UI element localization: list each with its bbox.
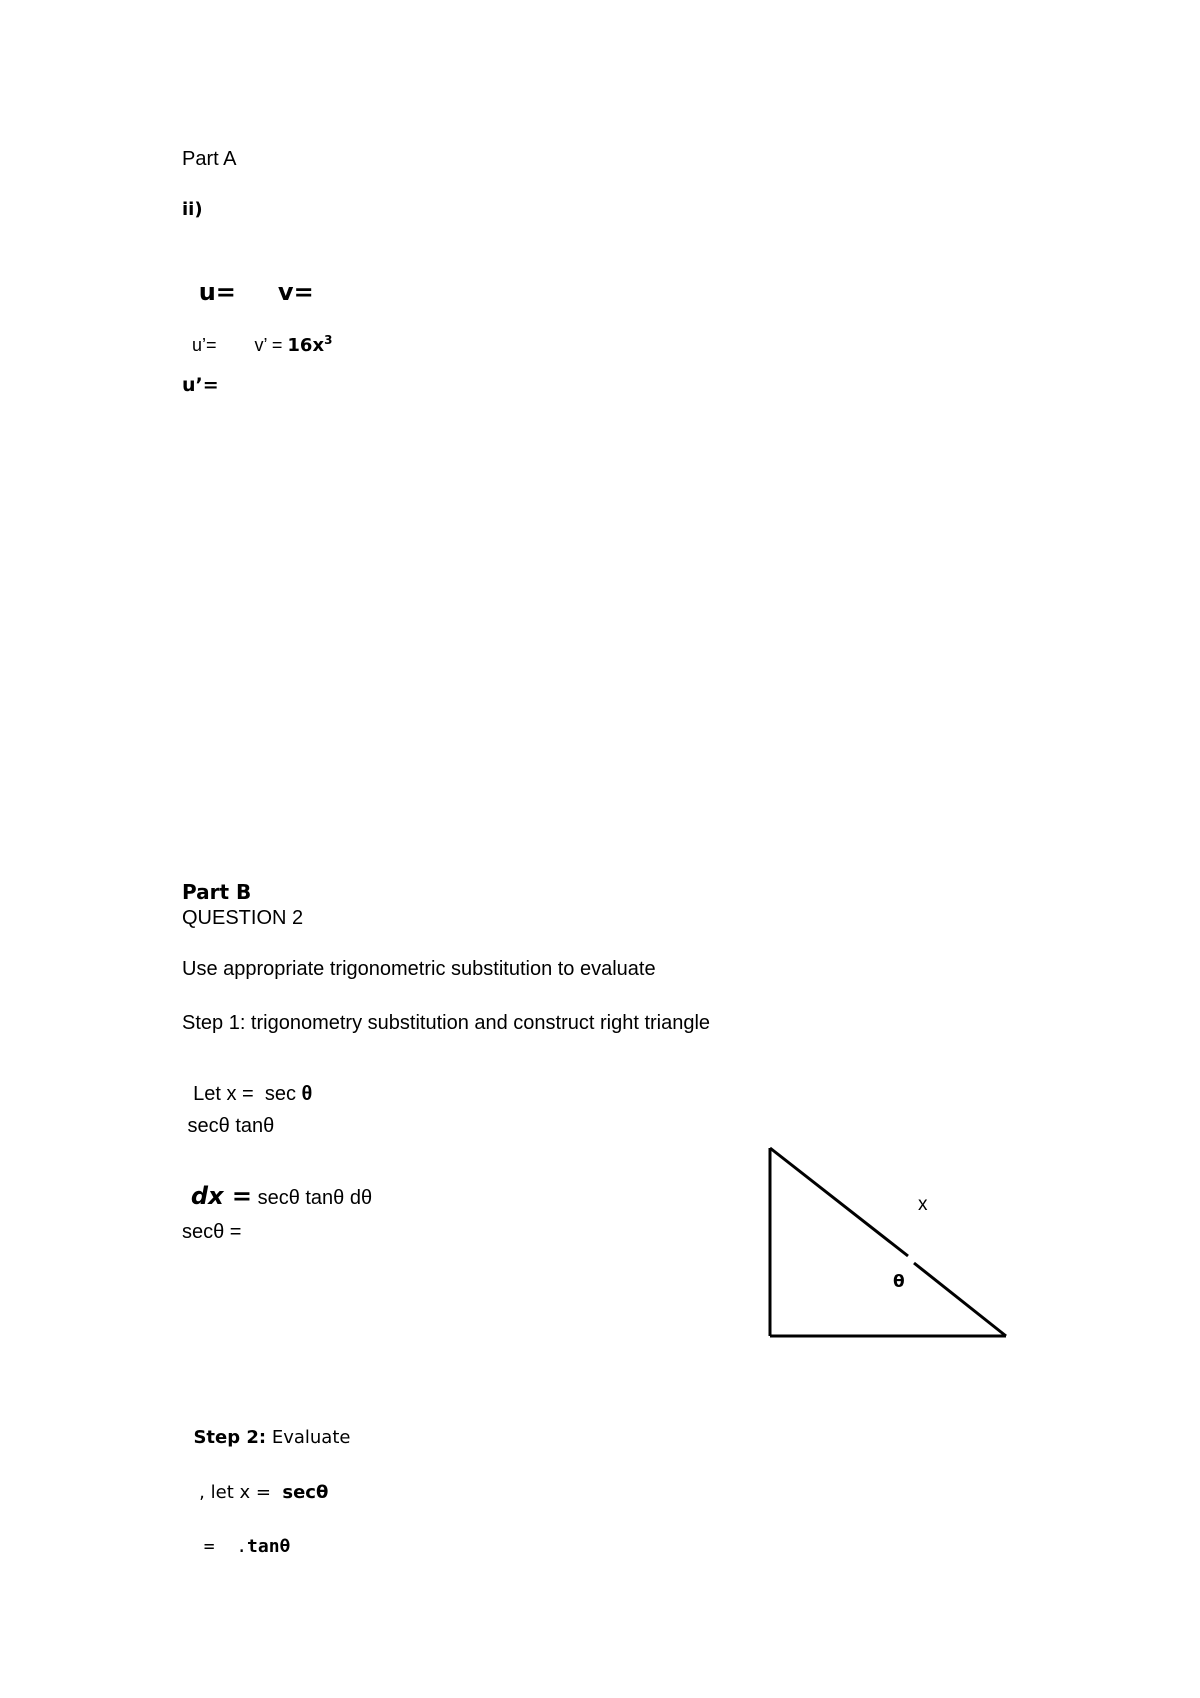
part-a-subpart: ii) bbox=[182, 199, 203, 220]
let-x-sec-prefix: , let x = bbox=[193, 1482, 283, 1503]
v-prime-value: 16x bbox=[287, 335, 325, 356]
dx-value: secθ tanθ dθ bbox=[252, 1187, 373, 1209]
let-x-prefix: Let x = sec bbox=[193, 1083, 302, 1105]
angle-theta-label: θ bbox=[893, 1272, 905, 1292]
v-label: v= bbox=[277, 278, 314, 306]
question-label: QUESTION 2 bbox=[182, 907, 304, 929]
step1-text: Step 1: trigonometry substitution and construct right triangle bbox=[182, 1012, 711, 1034]
u-prime-line-2: u’= bbox=[182, 374, 219, 396]
dx-label: dx = bbox=[190, 1182, 253, 1210]
v-prime-exponent: 3 bbox=[324, 333, 333, 347]
step2-label: Step 2: bbox=[193, 1427, 267, 1448]
equals-prefix: = . bbox=[203, 1536, 248, 1557]
equals-tan-value: tanθ bbox=[247, 1536, 291, 1557]
part-a-heading: Part A bbox=[182, 148, 237, 170]
triangle-hypotenuse-upper bbox=[770, 1148, 908, 1256]
sec-tan-line: secθ tanθ bbox=[182, 1115, 275, 1137]
theta-symbol: θ bbox=[301, 1083, 313, 1105]
v-prime-label: v’ = bbox=[254, 335, 288, 355]
u-prime-label: u’= bbox=[192, 335, 217, 355]
step2-text: Evaluate bbox=[266, 1427, 351, 1448]
instruction-text: Use appropriate trigonometric substitution to evaluate bbox=[182, 958, 656, 980]
part-b-heading: Part B bbox=[182, 880, 252, 904]
sec-theta-equals: secθ = bbox=[182, 1221, 242, 1243]
let-x-sec-value: secθ bbox=[282, 1482, 329, 1503]
triangle-hypotenuse-lower bbox=[914, 1263, 1006, 1336]
hypotenuse-label: x bbox=[918, 1194, 928, 1215]
u-label: u= bbox=[198, 278, 236, 306]
